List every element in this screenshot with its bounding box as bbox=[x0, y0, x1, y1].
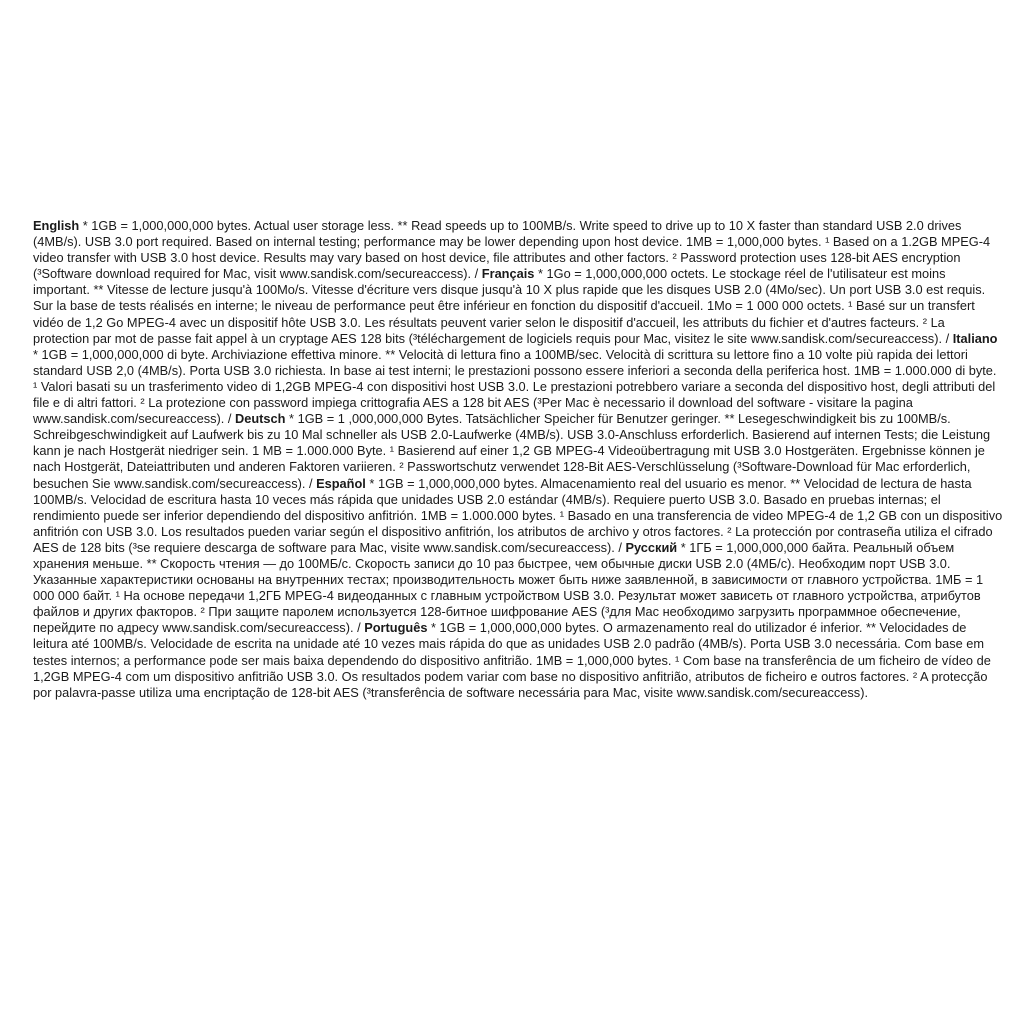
lang-label-deutsch: Deutsch bbox=[234, 411, 286, 427]
section-text-espanol: * 1GB = 1,000,000,000 bytes. Almacenamiento real del usuario es menor. ** Velocidad de lectura de hasta 100MB/s. Velocidad de escritura hasta 10 veces más rápida que unidades USB 2.0 estándar (4MB/s). Requiere puerto USB 3.0. Basado en pruebas internas; el rendimiento puede ser inferior dependiendo del dispositivo anfitrión. 1MB = 1.000.000 bytes. ¹ Basado en una transferencia de video MPEG-4 de 1,2 GB con un dispositivo anfitrión con USB 3.0. Los resultados pueden variar según el dispositivo anfitrión, los atributos de archivo y otros factores. ² La protección por contraseña utiliza el cifrado AES de 128 bits (³se requiere descarga de software para Mac, visite www.sandisk.com/secureaccess). / bbox=[33, 475, 1003, 555]
section-text-italiano: * 1GB = 1,000,000,000 di byte. Archiviazione effettiva minore. ** Velocità di lettura fino a 100MB/sec. Velocità di scrittura su lettore fino a 10 volte più rapida dei lettori standard USB 2,0 (4MB/s). Porta USB 3.0 richiesta. In base ai test interni; le prestazioni possono essere inferiori a seconda della periferica host. 1MB = 1.000.000 di byte. ¹ Valori basati su un trasferimento video di 1,2GB MPEG-4 con dispositivi host USB 3.0. Le prestazioni potrebbero variare a seconda del dispositivo host, degli attributi del file e di altri fattori. ² La protezione con password impiega crittografia AES a 128 bit AES (³Per Mac è necessario il download del software - visitare la pagina www.sandisk.com/secureaccess). / bbox=[33, 346, 997, 427]
section-text-portugues: * 1GB = 1,000,000,000 bytes. O armazenamento real do utilizador é inferior. ** Velocidades de leitura até 100MB/s. Velocidade de escrita na unidade até 10 vezes mais rápida do que as unidades USB 2.0 padrão (4MB/s). Porta USB 3.0 necessária. Com base em testes internos; a performance pode ser mais baixa dependendo do dispositivo anfitrião. 1MB = 1,000,000 bytes. ¹ Com base na transferência de um ficheiro de vídeo de 1,2GB MPEG-4 com um dispositivo anfitrião USB 3.0. Os resultados podem variar com base no dispositivo anfitrião, atributos de ficheiro e outros factores. ² A protecção por palavra-passe utiliza uma encriptação de 128-bit AES (³transferência de software necessária para Mac, visite www.sandisk.com/secureaccess). bbox=[33, 620, 991, 700]
lang-label-russian: Русский bbox=[625, 539, 678, 555]
section-text-deutsch: * 1GB = 1 ,000,000,000 Bytes. Tatsächlicher Speicher für Benutzer geringer. ** Lesegeschwindigkeit bis zu 100MB/s. Schreibgeschwindigkeit auf Laufwerk bis zu 10 Mal schneller als USB 2.0-Laufwerke (4MB/s). USB 3.0-Anschluss erforderlich. Basierend auf internen Tests; die Leistung kann je nach Hostgerät niedriger sein. 1 MB = 1.000.000 Byte. ¹ Basierend auf einer 1,2 GB MPEG-4 Videoübertragung mit USB 3.0 Hostgeräten. Ergebnisse können je nach Hostgerät, Dateiattributen und anderen Faktoren variieren. ² Passwortschutz verwendet 128-Bit AES-Verschlüsselung (³Software-Download für Mac erforderlich, besuchen Sie www.sandisk.com/secureaccess). / bbox=[33, 411, 991, 491]
lang-label-english: English bbox=[33, 218, 80, 233]
section-text-russian: * 1ГБ = 1,000,000,000 байта. Реальный объем хранения меньше. ** Скорость чтения — до 100МБ/с. Скорость записи до 10 раз быстрее, чем обычные диски USB 2.0 (4МБ/с). Необходим порт USB 3.0. Указанные характеристики основаны на внутренних тестах; производительность может быть ниже заявленной, в зависимости от главного устройства. 1МБ = 1 000 000 байт. ¹ На основе передачи 1,2ГБ MPEG-4 видеоданных с главным устройством USB 3.0. Результат может зависеть от главного устройства, атрибутов файлов и других факторов. ² При защите паролем используется 128-битное шифрование AES (³для Mac необходимо загрузить программное обеспечение, перейдите по адресу www.sandisk.com/secureaccess). / bbox=[33, 539, 984, 636]
lang-label-francais: Français bbox=[481, 266, 535, 282]
section-text-francais: * 1Go = 1,000,000,000 octets. Le stockage réel de l'utilisateur est moins important. ** Vitesse de lecture jusqu'à 100Mo/s. Vitesse d'écriture vers disque jusqu'à 10 X plus rapide que les disques USB 2.0 (4Mo/sec). Un port USB 3.0 est requis. Sur la base de tests réalisés en interne; le niveau de performance peut être inférieur en fonction du dispositif d'accueil. 1Mo = 1 000 000 octets. ¹ Basé sur un transfert vidéo de 1,2 Go MPEG-4 avec un dispositif hôte USB 3.0. Les résultats peuvent varier selon le dispositif d'accueil, les attributs du fichier et d'autres facteurs. ² La protection par mot de passe fait appel à un cryptage AES 128 bits (³téléchargement de logiciels requis pour Mac, visitez le site www.sandisk.com/secureaccess). / bbox=[33, 266, 986, 346]
section-text-english: * 1GB = 1,000,000,000 bytes. Actual user storage less. ** Read speeds up to 100MB/s. Write speed to drive up to 10 X faster than standard USB 2.0 drives (4MB/s). USB 3.0 port required. Based on internal testing; performance may be lower depending upon host device. 1MB = 1,000,000 bytes. ¹ Based on a 1.2GB MPEG-4 video transfer with USB 3.0 host device. Results may vary based on host device, file attributes and other factors. ² Password protection uses 128-bit AES encryption (³Software download required for Mac, visit www.sandisk.com/secureaccess). / bbox=[33, 218, 991, 282]
lang-label-italiano: Italiano bbox=[952, 330, 998, 346]
lang-label-portugues: Português bbox=[364, 620, 428, 636]
multilingual-disclaimer bbox=[33, 218, 1003, 701]
lang-label-espanol: Español bbox=[316, 475, 366, 491]
